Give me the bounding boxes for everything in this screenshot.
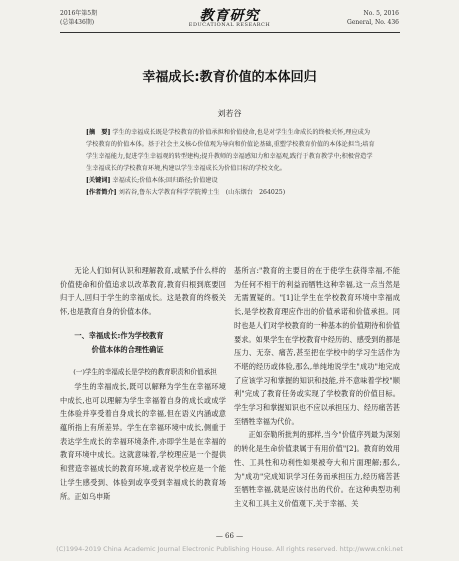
article-title: 幸福成长:教育价值的本体回归 [142, 70, 317, 85]
abstract-text: 学生的幸福成长既是学校教育的价值承担和价值使命,也是对学生生命成长的终极关怀,理应成为学校教育的价值本体。基于社会主义核心价值观为导向和价值论基础,重塑学校教育价值的本体论担当;培育学生幸福能力,促进学生幸福观的转型建构;提升教师的幸福感知力和幸福观,践行于教育教学中;积极营造学生幸福成长的学校教育环境,构建以学生幸福成长为价值目标的学校文化。 [86, 129, 375, 172]
journal-header [0, 0, 459, 44]
section-heading-1-cont: 价值本体的合理性确证 [91, 344, 164, 354]
body-column-left [60, 264, 226, 503]
issue-total: (总第436期) [60, 19, 95, 26]
section-heading-1: 一、幸福成长:作为学校教育 [74, 330, 164, 340]
body-paragraph-cont: 基所言:"教育的主要目的在于使学生获得幸福,不能为任何不相干的利益而牺牲这种幸福,这一点当然是无需置疑的。"[1]让学生在学校教育环境中幸福成长,是学校教育理应作出的价值承诺和价值承担。同时也是人们对学校教育的一种基本的价值期待和价值要求。如果学生在学校教育中经历的、感受到的都是压力、无奈、痛苦,甚至把在学校中的学习生活作为不堪的经历或体验,那么,单纯地说学生"成功"地完成了应该学习和掌握的知识和技能,并不意味着学校"顺利"完成了教育任务或实现了学校教育的价值目标。学生学习和掌握知识也不应以承担压力、经历痛苦甚至牺牲幸福为代价。 [234, 266, 400, 426]
issue-general: General, No. 436 [347, 19, 399, 26]
author-info-label: [作者简介] [86, 189, 117, 196]
article-author: 刘若谷 [217, 109, 242, 118]
journal-logo: 教育研究 [199, 8, 260, 24]
journal-logo-subtitle: EDUCATIONAL RESEARCH [188, 22, 271, 28]
abstract-block [86, 127, 376, 199]
author-info [86, 187, 376, 199]
abstract-label: [摘 要] [86, 129, 111, 136]
subsection-heading-1: (一)学生的幸福成长是学校的教育职责和价值承担 [73, 368, 217, 377]
intro-paragraph: 无论人们如何认识和理解教育,或赋予什么样的价值使命和价值追求以改革教育,教育归根到底要回归于人,回归于学生的幸福成长。这是教育的终极关怀,也是教育自身的价值本体。 [60, 266, 226, 317]
body-column-right [234, 264, 400, 511]
author-info-text: 刘若谷,鲁东大学教育科学学院博士生 (山东烟台 264025) [118, 189, 286, 196]
keywords-text: 幸福成长;价值本体;回归路径;价值建设 [112, 177, 218, 184]
header-rule [60, 32, 400, 33]
body-paragraph: 学生的幸福成长,既可以解释为学生在幸福环境中成长,也可以理解为学生幸福着自身的成长或成学生体验并享受着自身成长的幸福,但在语义内涵或意蕴所指上有所差异。学生在幸福环境中成长,侧重于表达学生成长的幸福环境条件,亦即学生是在幸福的教育环境中成长。这就意味着,学校理应是一个提供和营造幸福成长的教育环境,或者说学校应是一个能让学生感受到、体验到或享受到幸福成长的教育场所。正如乌申斯 [60, 381, 226, 501]
keywords [86, 175, 376, 187]
issue-info-right [347, 9, 399, 27]
page-number: — 66 — [215, 532, 244, 540]
abstract [86, 127, 376, 175]
copyright-footer: (C)1994-2019 China Academic Journal Electronic Publishing House. All rights reserved. http://www.cnki.net [56, 545, 403, 553]
body-paragraph: 正如奈勒所批判的那样,当今"价值序列最为深刻的转化是生命价值隶属于有用价值"[2]。教育的效用性、工具性和功利性如果被夸大和片面理解;那么,为"成功"完成知识学习任务而承担压力,经历痛苦甚至牺牲幸福,就是应该付出的代价。在这种典型功利主义和工具主义价值观下,关于幸福、关 [234, 430, 400, 508]
keywords-label: [关键词] [86, 177, 111, 184]
issue-year: 2016年第5期 [60, 10, 98, 17]
issue-number: No. 5, 2016 [363, 10, 399, 17]
